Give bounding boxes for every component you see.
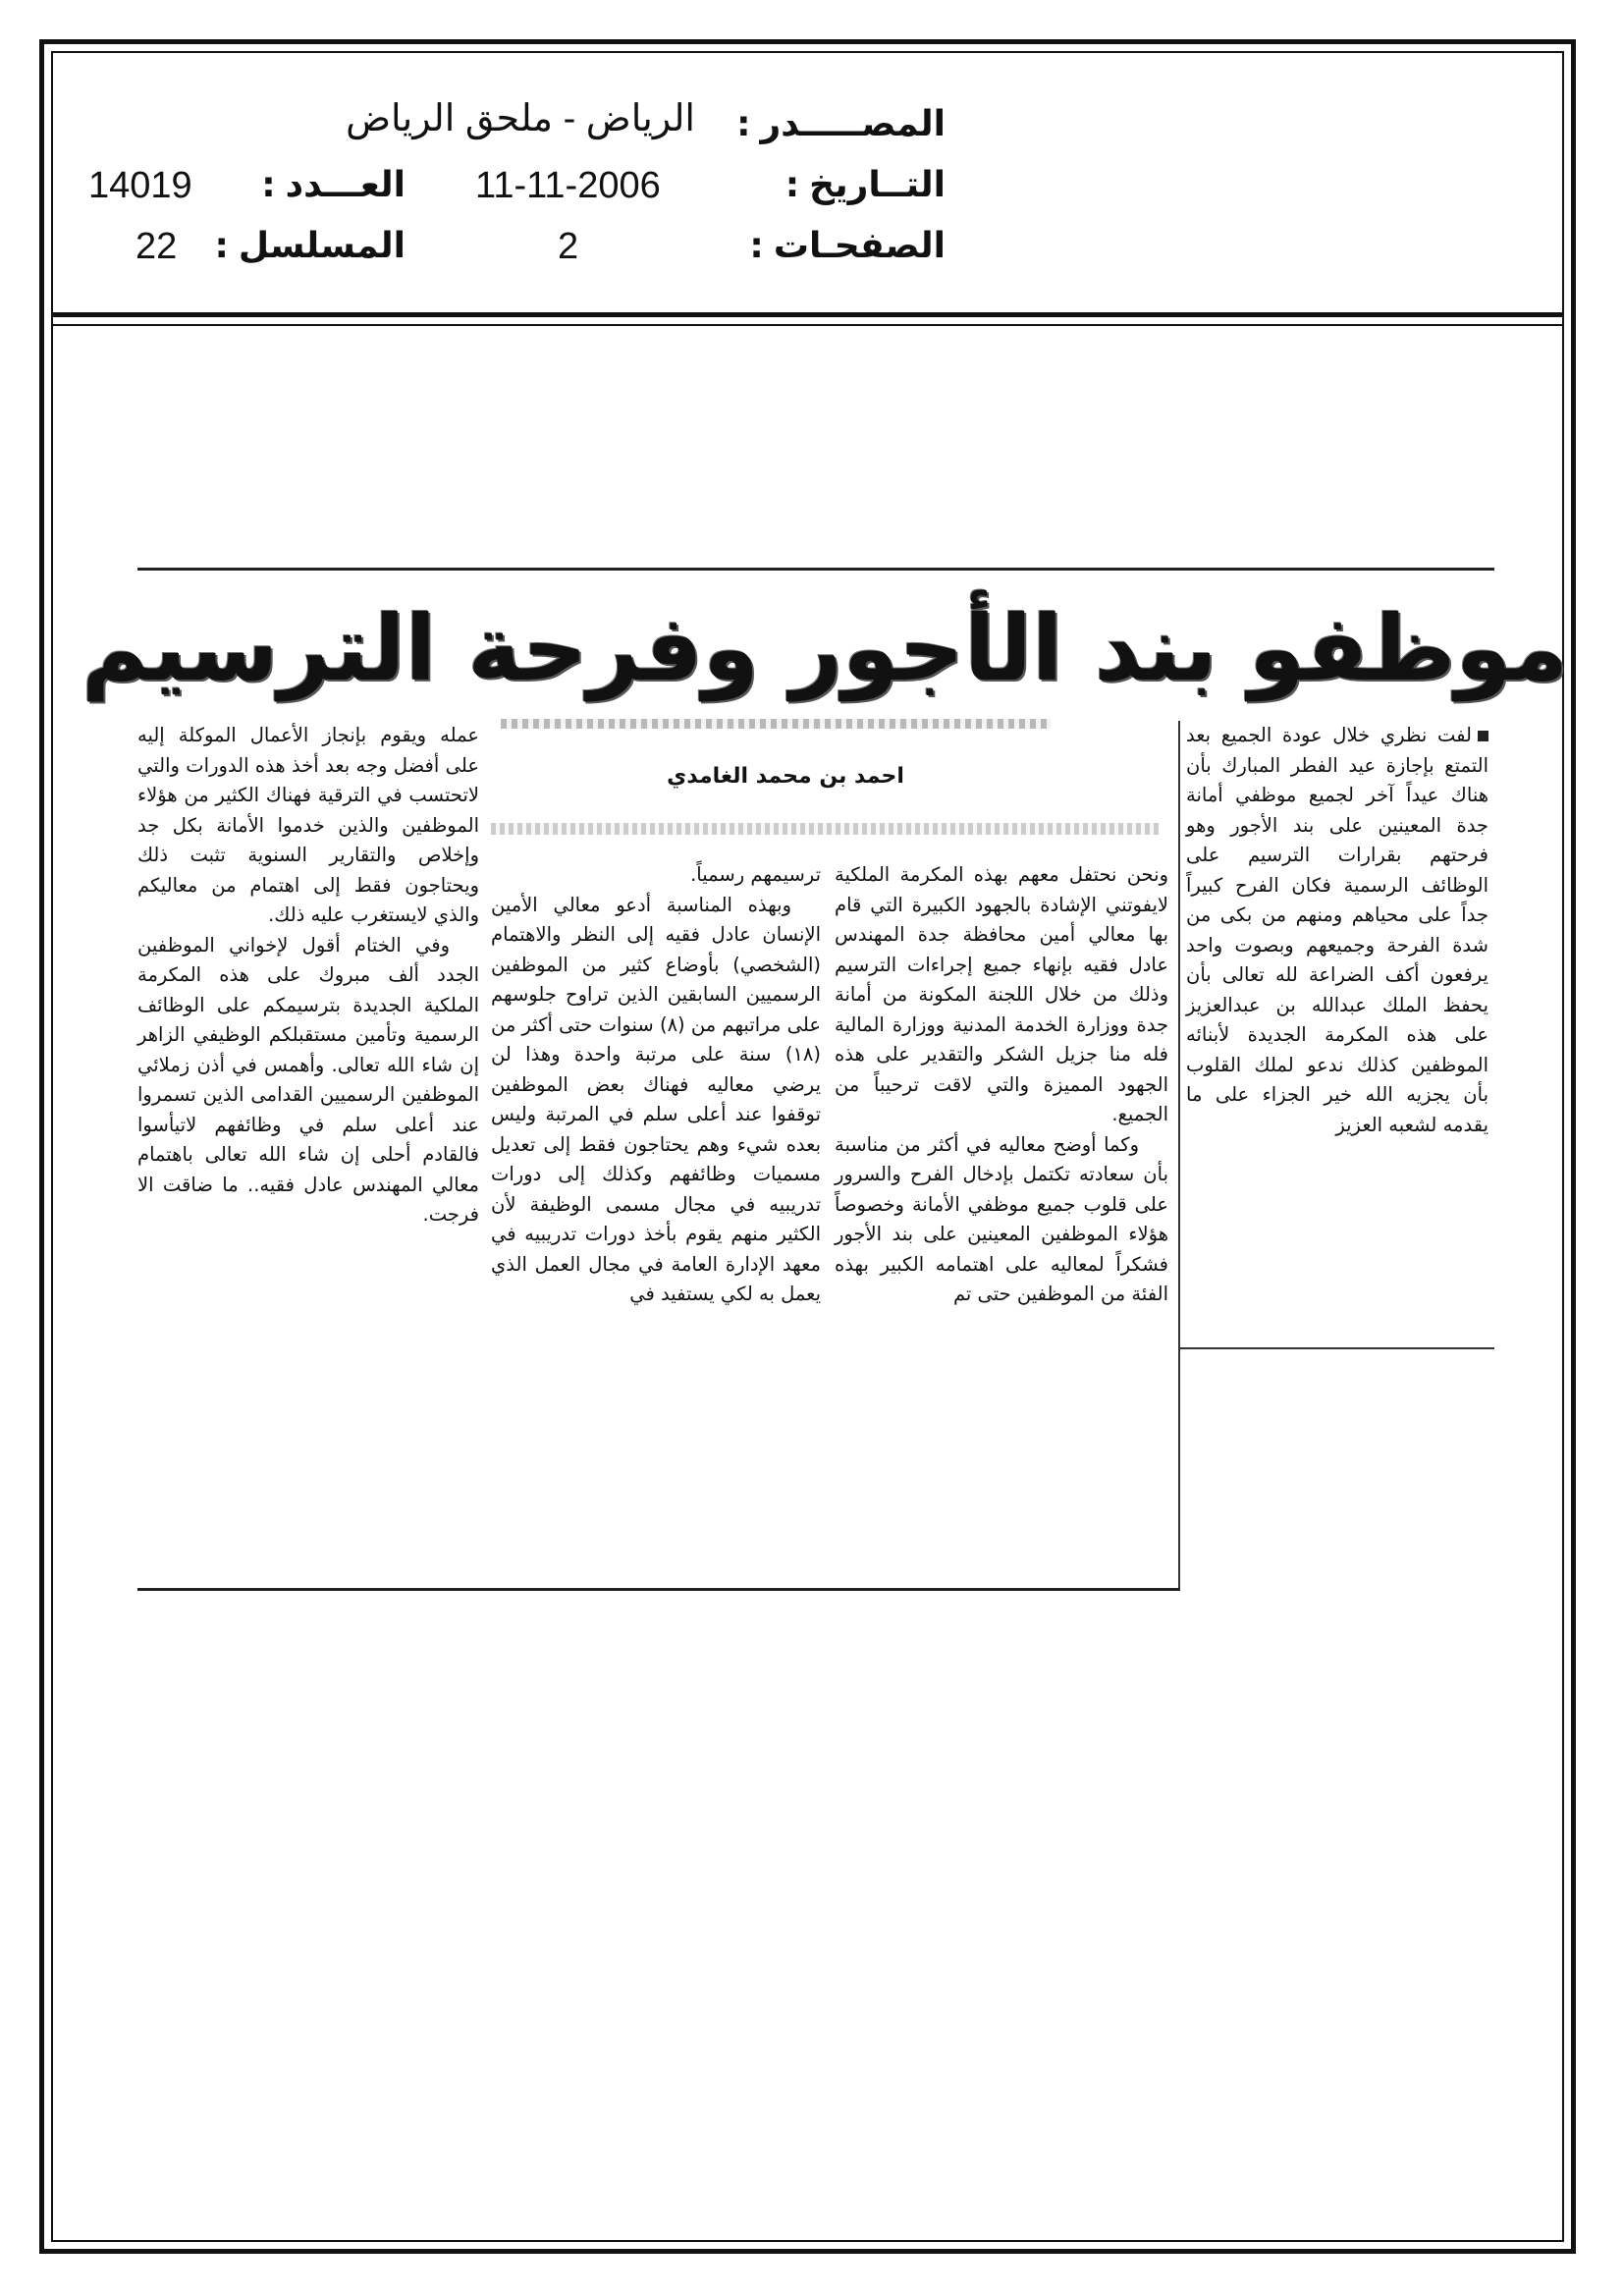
header-divider: [51, 312, 1564, 317]
article-headline: موظفو بند الأجور وفرحة الترسيم: [81, 595, 1568, 701]
decorative-dots: [491, 823, 1159, 835]
serial-value: 22: [135, 226, 178, 267]
column-divider: [1178, 721, 1180, 1589]
square-bullet-icon: [1478, 731, 1488, 741]
article-column-2: ونحن نحتفل معهم بهذه المكرمة الملكية لايفوتني الإشادة بالجهود الكبيرة التي قام بها معالي أمين محافظة جدة المهندس عادل فقيه بإنهاء جميع إجراءات الترسيم وذلك من خلال اللجنة المكونة من أمانة جدة ووزارة الخدمة المدنية ووزارة المالية فله منا جزيل الشكر والتقدير على هذه الجهود المميزة والتي لاقت ترحيباً من الجميع. وكما أوضح معاليه في أكثر من مناسبة بأن سعادته تكتمل بإدخال الفرح والسرور على قلوب جميع موظفي الأمانة وخصوصاً هؤلاء الموظفين المعينين على بند الأجور فشكراً لمعاليه على اهتمامه الكبير بهذه الفئة من الموظفين حتى تم: [835, 863, 1168, 1305]
serial-label: المسلسل:: [214, 226, 406, 266]
article-column-1: لفت نظري خلال عودة الجميع بعد التمتع بإجازة عيد الفطر المبارك بأن هناك عيداً آخر لجميع موظفي أمانة جدة المعينين على بند الأجور وهو فرحتهم بقرارات الترسيم على الوظائف الرسمية فكان الفرح كبيراً جداً على محياهم ومنهم من بكى من شدة الفرحة وجميعهم وبصوت واحد يرفعون أكف الضراعة لله تعالى بأن يحفظ الملك عبدالله بن عبدالعزيز على هذه المكرمة الجديدة لأبنائه الموظفين كذلك ندعو لملك القلوب بأن يجزيه الله خير الجزاء على ما يقدمه لشعبه العزيز: [1186, 724, 1488, 1136]
article-column-4: عمله ويقوم بإنجاز الأعمال الموكلة إليه على أفضل وجه بعد أخذ هذه الدورات والتي لاتحتسب في الترقية فهناك الكثير من هؤلاء الموظفين والذين خدموا الأمانة بكل جد وإخلاص والتقارير السنوية تثبت ذلك ويحتاجون فقط إلى اهتمام من معاليكم والذي لايستغرب عليه ذلك. وفي الختام أقول لإخواني الموظفين الجدد ألف مبروك على هذه المكرمة الملكية الجديدة بترسيمكم على الوظائف الرسمية وتأمين مستقبلكم الوظيفي الزاهر إن شاء الله تعالى. وأهمس في أذن زملائي الموظفين الرسميين القدامى الذين تسمروا عند أعلى سلم في وظائفهم لاتيأسوا فالقادم أحلى إن شاء الله تعالى باهتمام معالي المهندس عادل فقيه.. ما ضاقت الا فرجت.: [137, 724, 479, 1226]
source-label: المصـــــدر:: [736, 104, 946, 144]
column-end-rule: [1180, 1347, 1494, 1349]
header-divider-thin: [51, 324, 1564, 326]
issue-value: 14019: [88, 165, 192, 206]
article-byline: احمد بن محمد الغامدي: [667, 764, 904, 789]
article-top-rule: [137, 568, 1494, 571]
date-value: 11-11-2006: [475, 165, 661, 206]
article-column-3: ترسيمهم رسمياً. وبهذه المناسبة أدعو معالي الأمين الإنسان عادل فقيه إلى النظر والاهتمام (الشخصي) بأوضاع كثير من الموظفين الرسميين السابقين الذين تراوح جلوسهم على مراتبهم من (٨) سنوات حتى أكثر من (١٨) سنة على مرتبة واحدة وهذا لن يرضي معاليه فهناك بعض الموظفين توقفوا عند أعلى سلم في المرتبة وليس بعده شيء وهم يحتاجون فقط إلى تعديل مسميات وظائفهم وكذلك إلى دورات تدريبيه في مجال مسمى الوظيفة لأن الكثير منهم يقوم بأخذ دورات تدريبيه في معهد الإدارة العامة في مجال العمل الذي يعمل به لكي يستفيد في: [491, 863, 821, 1305]
pages-value: 2: [558, 226, 579, 267]
issue-label: العـــدد:: [261, 165, 406, 205]
pages-label: الصفحـات:: [749, 226, 946, 266]
decorative-dots: [501, 719, 1051, 729]
source-value: الرياض - ملحق الرياض: [346, 98, 695, 139]
article-bottom-rule: [137, 1588, 1180, 1591]
date-label: التــاريخ:: [784, 165, 946, 205]
